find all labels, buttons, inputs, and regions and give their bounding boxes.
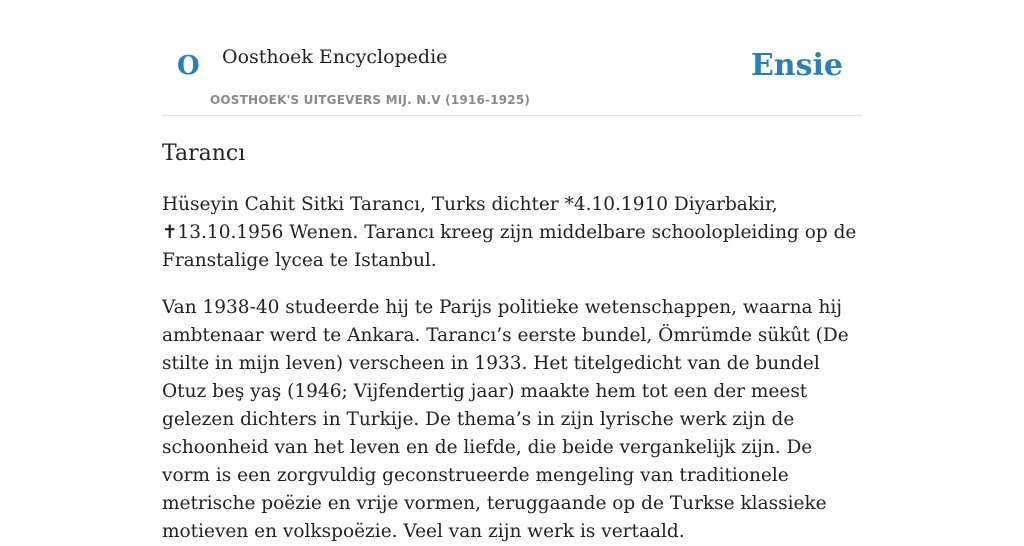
article-body [162,191,862,546]
article-paragraph: Van 1938-40 studeerde hij te Parijs politieke wetenschappen, waarna hij ambtenaar werd te Ankara. Tarancı’s eerste bundel, Ömrümde sükût (De stilte in mijn leven) verscheen in 1933. Het titelgedicht van de bundel Otuz beş yaş (1946; Vijfendertig jaar) maakte hem tot een der meest gelezen dichters in Turkije. De thema’s in zijn lyrische werk zijn de schoonheid van het leven en de liefde, die beide vergankelijk zijn. De vorm is een zorgvuldig geconstrueerde mengeling van traditionele metrische poëzie en vrije vormen, teruggaande op de Turkse klassieke motieven en volkspoëzie. Veel van zijn werk is vertaald. [162,297,849,543]
site-header [162,0,862,116]
article-title: Tarancı [162,141,246,166]
ensie-logo-link[interactable]: Ensie [750,48,843,83]
page [162,0,862,546]
encyclopedia-logo-icon[interactable]: O [177,51,200,81]
encyclopedia-name[interactable]: Oosthoek Encyclopedie [222,46,448,68]
publisher-label: OOSTHOEK'S UITGEVERS MIJ. N.V (1916-1925) [210,93,531,107]
article-paragraph: Hüseyin Cahit Sitki Tarancı, Turks dichter *4.10.1910 Diyarbakir, ✝13.10.1956 Wenen. Tarancı kreeg zijn middelbare schoolopleiding op de Franstalige lycea te Istanbul. [162,194,857,272]
